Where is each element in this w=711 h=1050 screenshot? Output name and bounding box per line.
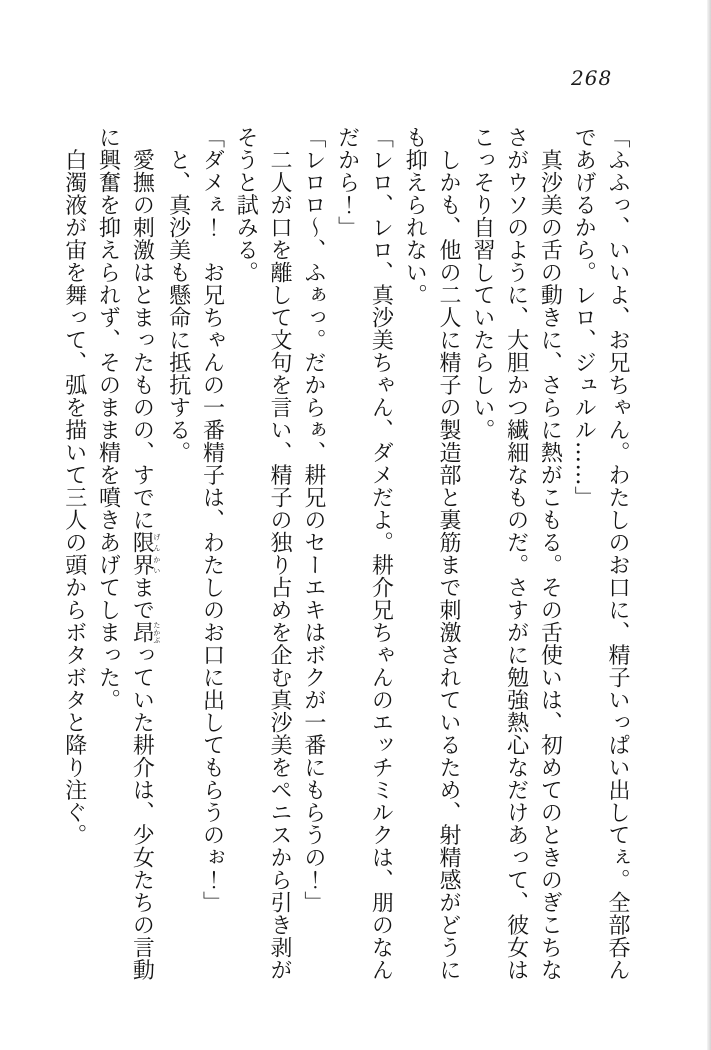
body-text — [57, 126, 634, 988]
paragraph: 真沙美の舌の動きに、さらに熱がこもる。その舌使いは、初めてのときのぎこちなさがウソのように、大胆かつ繊細なものだ。さすがに勉強熱心なだけあって、彼女はこっそり自習していたらしい。 — [469, 126, 563, 981]
paragraph: と、真沙美も懸命に抵抗する。 — [165, 126, 191, 464]
paragraph: 愛撫の刺激はとまったものの、すでに限界げんかいまで昂たかぶっていた耕介は、少女たちの言動に興奮を抑えられず、そのまま精を噴きあげてしまった。 — [95, 126, 161, 981]
paragraph: 白濁液が宙を舞って、弧を描いて三人の頭からボタボタと降り注ぐ。 — [61, 126, 87, 846]
page-number: 268 — [571, 66, 613, 90]
paragraph: 二人が口を離して文句を言い、精子の独り占めを企む真沙美をペニスから引き剥がそうと試みる。 — [233, 126, 293, 981]
paragraph: 「ふふっ、いいよ、お兄ちゃん。わたしのお口に、精子いっぱい出してぇ。全部呑んであげるから。レロ、ジュルル……」 — [571, 126, 630, 981]
paragraph: 「ダメぇ！ お兄ちゃんの一番精子は、わたしのお口に出してもらうのぉ！」 — [199, 126, 225, 914]
paragraph: 「レロロ～、ふぁっ。だからぁ、耕兄のセーエキはボクが一番にもらうの！」 — [300, 126, 326, 914]
paragraph: 「レロ、レロ、真沙美ちゃん、ダメだよ。耕介兄ちゃんのエッチミルクは、朋のなんだから！」 — [334, 126, 394, 981]
scan-edge-shadow — [707, 0, 711, 1050]
paragraph: しかも、他の二人に精子の製造部と裏筋まで刺激されているため、射精感がどうにも抑えられない。 — [402, 126, 462, 981]
